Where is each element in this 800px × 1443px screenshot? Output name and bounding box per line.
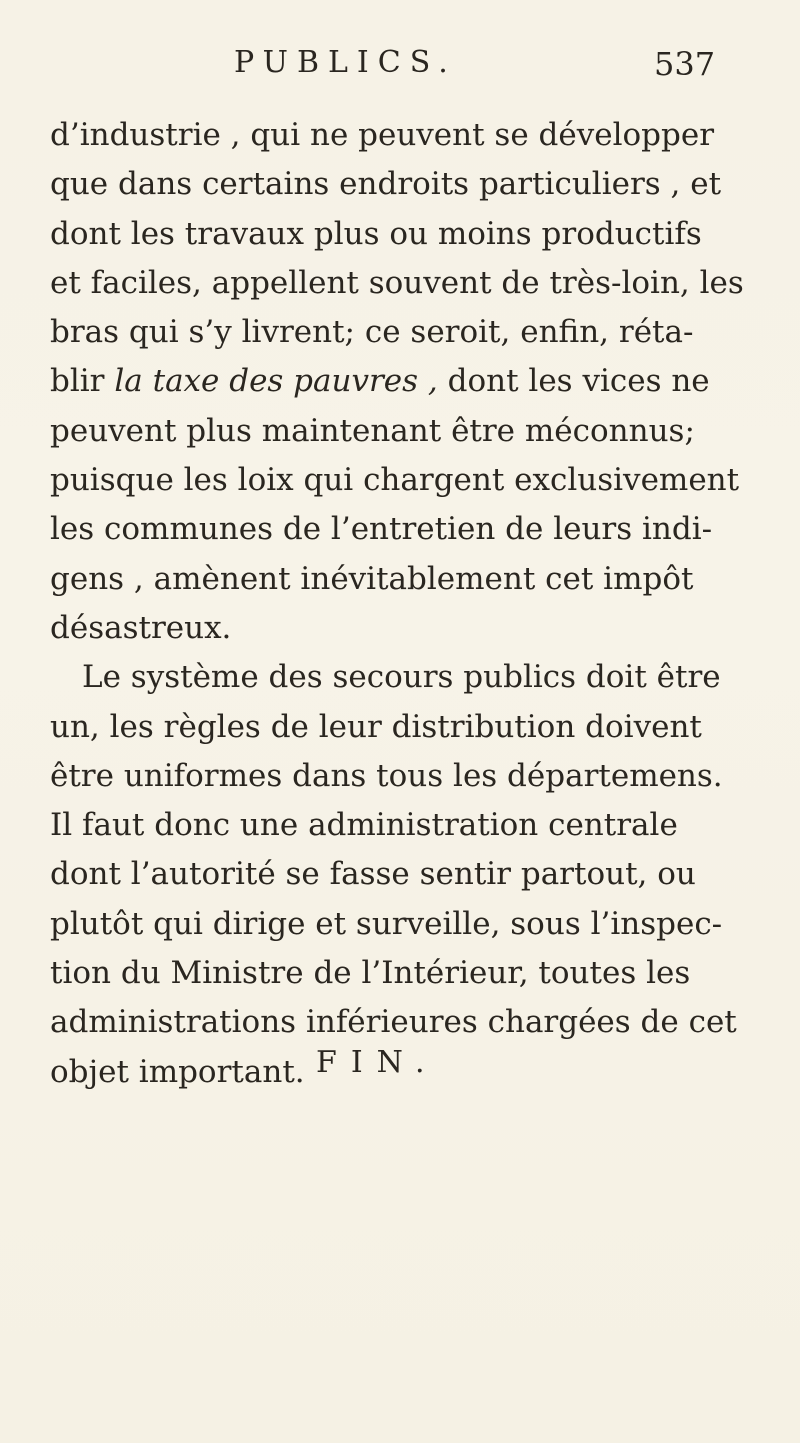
text-line: peuvent plus maintenant être méconnus;: [50, 412, 695, 449]
text-line: plutôt qui dirige et surveille, sous l’inspec-: [50, 905, 723, 942]
text-line: bras qui s’y livrent; ce seroit, enfin, réta-: [50, 314, 694, 351]
text-line: Le système des secours publics doit être: [82, 659, 721, 696]
text-line: objet important.: [50, 1053, 305, 1090]
text-line: gens , amènent inévitablement cet impôt: [50, 560, 694, 597]
text-line: dont l’autorité se fasse sentir partout, ou: [50, 856, 696, 893]
text-line: [50, 357, 755, 406]
text-line: tion du Ministre de l’Intérieur, toutes les: [50, 955, 691, 992]
text-segment: dont les vices ne: [447, 363, 710, 400]
text-line: que dans certains endroits particuliers , et: [50, 166, 722, 203]
paragraph-2: [50, 653, 755, 1097]
text-line: un, les règles de leur distribution doivent: [50, 708, 702, 745]
body-text: [50, 111, 755, 1097]
text-line: d’industrie , qui ne peuvent se développer: [50, 117, 715, 153]
text-line: être uniformes dans tous les départemens.: [50, 757, 723, 794]
text-line: Il faut donc une administration centrale: [50, 807, 678, 844]
text-segment: blir: [50, 363, 105, 400]
text-line: administrations inférieures chargées de cet: [50, 1004, 737, 1041]
text-line: puisque les loix qui chargent exclusivement: [50, 462, 740, 499]
running-title: PUBLICS.: [234, 45, 457, 80]
italic-phrase: la taxe des pauvres ,: [114, 363, 438, 400]
text-line: dont les travaux plus ou moins productifs: [50, 215, 702, 252]
text-line: désastreux.: [50, 609, 232, 646]
text-line: et faciles, appellent souvent de très-loin, les: [50, 264, 744, 301]
text-line: les communes de l’entretien de leurs indi-: [50, 511, 713, 548]
fin-mark: FIN.: [316, 1045, 439, 1080]
running-head: [0, 45, 800, 105]
paragraph-1: [50, 111, 755, 653]
page-number: 537: [654, 45, 716, 83]
